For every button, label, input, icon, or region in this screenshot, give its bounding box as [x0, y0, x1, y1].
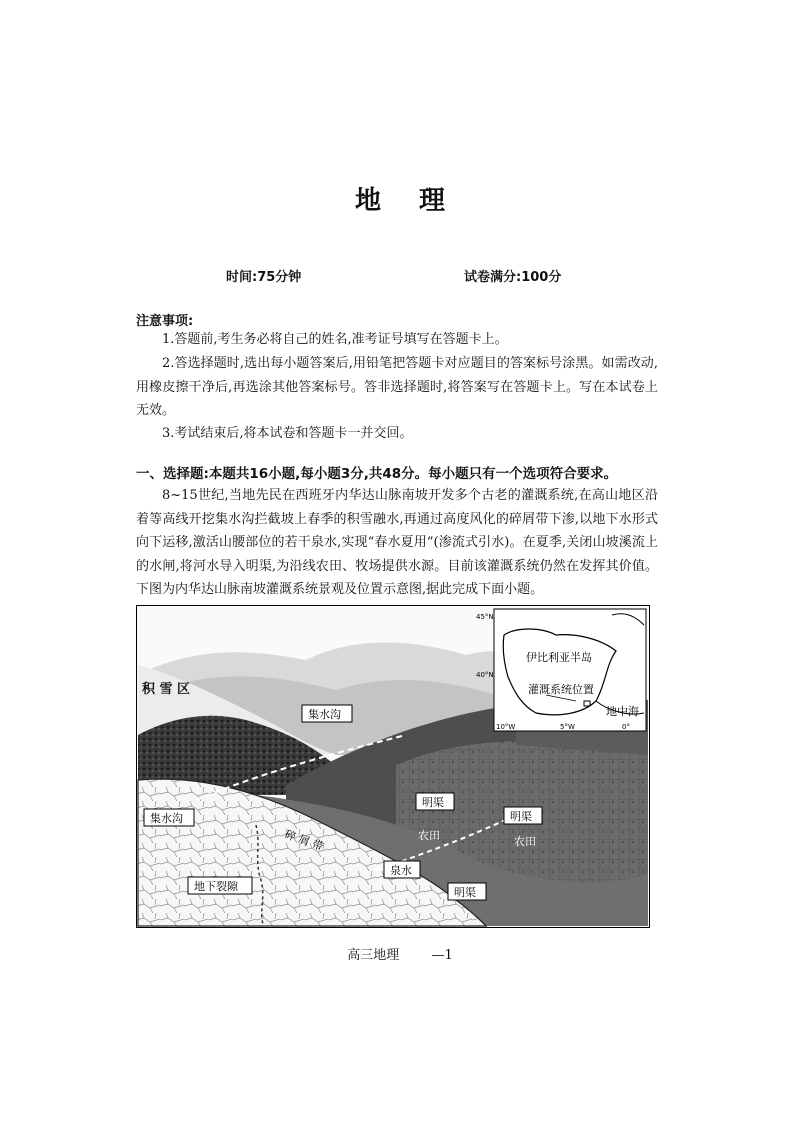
debris-zone-label: 碎 屑 带	[282, 827, 326, 854]
footer-subject: 高三地理	[347, 948, 400, 963]
inset-lon-5: 5°W	[560, 723, 575, 731]
farmland-label-1: 农田	[418, 829, 440, 842]
ditch-left-label	[144, 809, 194, 826]
inset-lat-40: 40°N	[476, 671, 494, 679]
inset-peninsula-label: 伊比利亚半岛	[526, 651, 592, 664]
svg-text:明渠: 明渠	[454, 886, 476, 899]
section-heading: 一、选择题:本题共16小题,每小题3分,共48分。每小题只有一个选项符合要求。	[136, 466, 618, 482]
fissure-label	[188, 877, 252, 894]
note-item-1: 1.答题前,考生务必将自己的姓名,准考证号填写在答题卡上。	[162, 332, 508, 347]
svg-text:明渠: 明渠	[422, 796, 444, 809]
page-title: 地理	[354, 186, 483, 216]
svg-text:地下裂隙: 地下裂隙	[194, 880, 238, 893]
snow-area-label: 积 雪 区	[142, 682, 191, 697]
farmland-label-2: 农田	[514, 835, 536, 848]
svg-text:泉水: 泉水	[390, 864, 412, 877]
svg-text:集水沟: 集水沟	[308, 708, 341, 721]
exam-time: 时间:75分钟	[226, 270, 302, 285]
canal-label-1	[416, 793, 454, 810]
inset-lat-45: 45°N	[476, 613, 494, 621]
footer-page-number: —1	[431, 948, 453, 963]
section-passage: 8~15世纪,当地先民在西班牙内华达山脉南坡开发多个古老的灌溉系统,在高山地区沿着等高线开挖集水沟拦截坡上春季的积雪融水,再通过高度风化的碎屑带下渗,以地下水形式向下运移,激活山腰部位的若干泉水,实现“春水夏用”(渗流式引水)。在夏季,关闭山坡溪流上的水闸,将河水导入明渠,为沿线农田、牧场提供水源。目前该灌溉系统仍然在发挥其价值。下图为内华达山脉南坡灌溉系统景观及位置示意图,据此完成下面小题。	[136, 488, 658, 597]
inset-lon-10: 10°W	[496, 723, 516, 731]
note-item-3: 3.考试结束后,将本试卷和答题卡一并交回。	[162, 426, 413, 441]
ditch-top-label	[302, 705, 352, 722]
spring-label	[384, 861, 420, 878]
irrigation-figure	[136, 605, 650, 928]
svg-text:集水沟: 集水沟	[150, 812, 183, 825]
inset-map	[476, 609, 646, 731]
inset-system-label: 灌溉系统位置	[528, 683, 594, 696]
canal-label-3	[448, 883, 486, 900]
svg-text:明渠: 明渠	[510, 810, 532, 823]
notes-heading: 注意事项:	[136, 314, 194, 329]
canal-label-2	[504, 807, 542, 824]
inset-lon-0: 0°	[622, 723, 630, 731]
page-footer	[0, 944, 800, 963]
exam-full-score: 试卷满分:100分	[464, 270, 562, 285]
inset-sea-label: 地中海	[606, 705, 639, 718]
note-item-2: 2.答选择题时,选出每小题答案后,用铅笔把答题卡对应题目的答案标号涂黑。如需改动,用橡皮擦干净后,再选涂其他答案标号。答非选择题时,将答案写在答题卡上。写在本试卷上无效。	[136, 356, 658, 418]
